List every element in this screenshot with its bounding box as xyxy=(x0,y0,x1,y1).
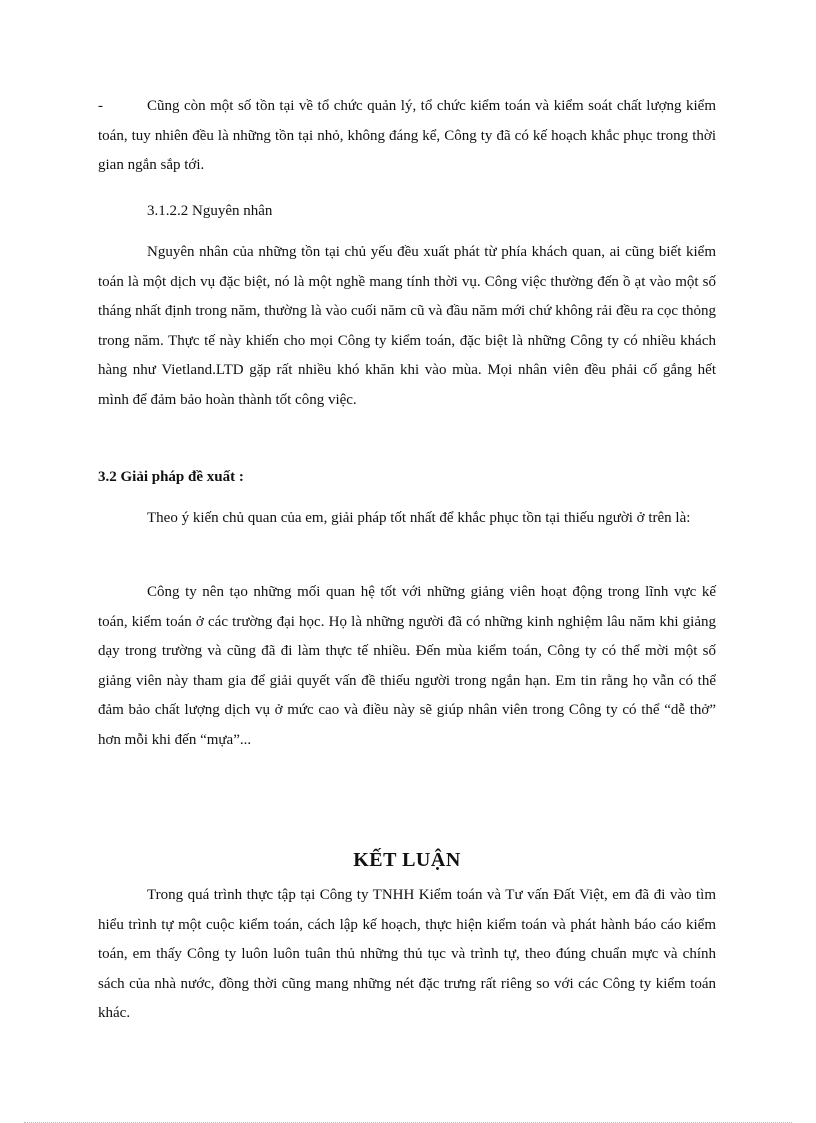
bullet-paragraph-text: Cũng còn một số tồn tại về tổ chức quản lý, tổ chức kiểm toán và kiểm soát chất lượng kiểm toán, tuy nhiên đều là những tồn tại nhỏ, không đáng kể, Công ty đã có kế hoạch khắc phục trong thời gian ngắn sắp tới. xyxy=(98,98,716,174)
bullet-dash: - xyxy=(98,98,103,114)
bullet-paragraph xyxy=(98,92,716,181)
paragraph-giai-phap-detail: Công ty nên tạo những mối quan hệ tốt với những giảng viên hoạt động trong lĩnh vực kế toán, kiểm toán ở các trường đại học. Họ là những người đã có những kinh nghiệm lâu năm khi giảng dạy trong trường và cũng đã đi làm thực tế nhiều. Đến mùa kiểm toán, Công ty có thể mời một số giảng viên này tham gia để giải quyết vấn đề thiếu người trong ngắn hạn. Em tin rằng họ vẫn có thể đảm bảo chất lượng dịch vụ ở mức cao và điều này sẽ giúp nhân viên trong Công ty có thể “dễ thở” hơn mỗi khi đến “mựa”... xyxy=(98,584,716,748)
conclusion-title: KẾT LUẬN xyxy=(353,849,461,871)
paragraph-giai-phap-intro: Theo ý kiến chủ quan của em, giải pháp tốt nhất để khắc phục tồn tại thiếu người ở trên là: xyxy=(147,510,691,526)
paragraph-conclusion: Trong quá trình thực tập tại Công ty TNHH Kiểm toán và Tư vấn Đất Việt, em đã đi vào tìm hiểu trình tự một cuộc kiểm toán, cách lập kế hoạch, thực hiện kiểm toán và phát hành báo cáo kiểm toán, em thấy Công ty luôn luôn tuân thủ những thủ tục và trình tự, theo đúng chuẩn mực và chính sách của nhà nước, đồng thời cũng mang những nét đặc trưng rất riêng so với các Công ty kiểm toán khác. xyxy=(98,887,716,1022)
paragraph-nguyen-nhan: Nguyên nhân của những tồn tại chủ yếu đều xuất phát từ phía khách quan, ai cũng biết kiểm toán là một dịch vụ đặc biệt, nó là một nghề mang tính thời vụ. Công việc thường đến ồ ạt vào một số tháng nhất định trong năm, thường là vào cuối năm cũ và đầu năm mới chứ không rải đều ra cọc thỏng trong năm. Thực tế này khiến cho mọi Công ty kiểm toán, đặc biệt là những Công ty có nhiều khách hàng như Vietland.LTD gặp rất nhiều khó khăn khi vào mùa. Mọi nhân viên đều phải cố gắng hết mình để đảm bảo hoàn thành tốt công việc. xyxy=(98,244,716,408)
subheading-nguyen-nhan: 3.1.2.2 Nguyên nhân xyxy=(147,203,273,219)
section-heading-giai-phap: 3.2 Giải pháp đề xuất : xyxy=(98,469,244,485)
